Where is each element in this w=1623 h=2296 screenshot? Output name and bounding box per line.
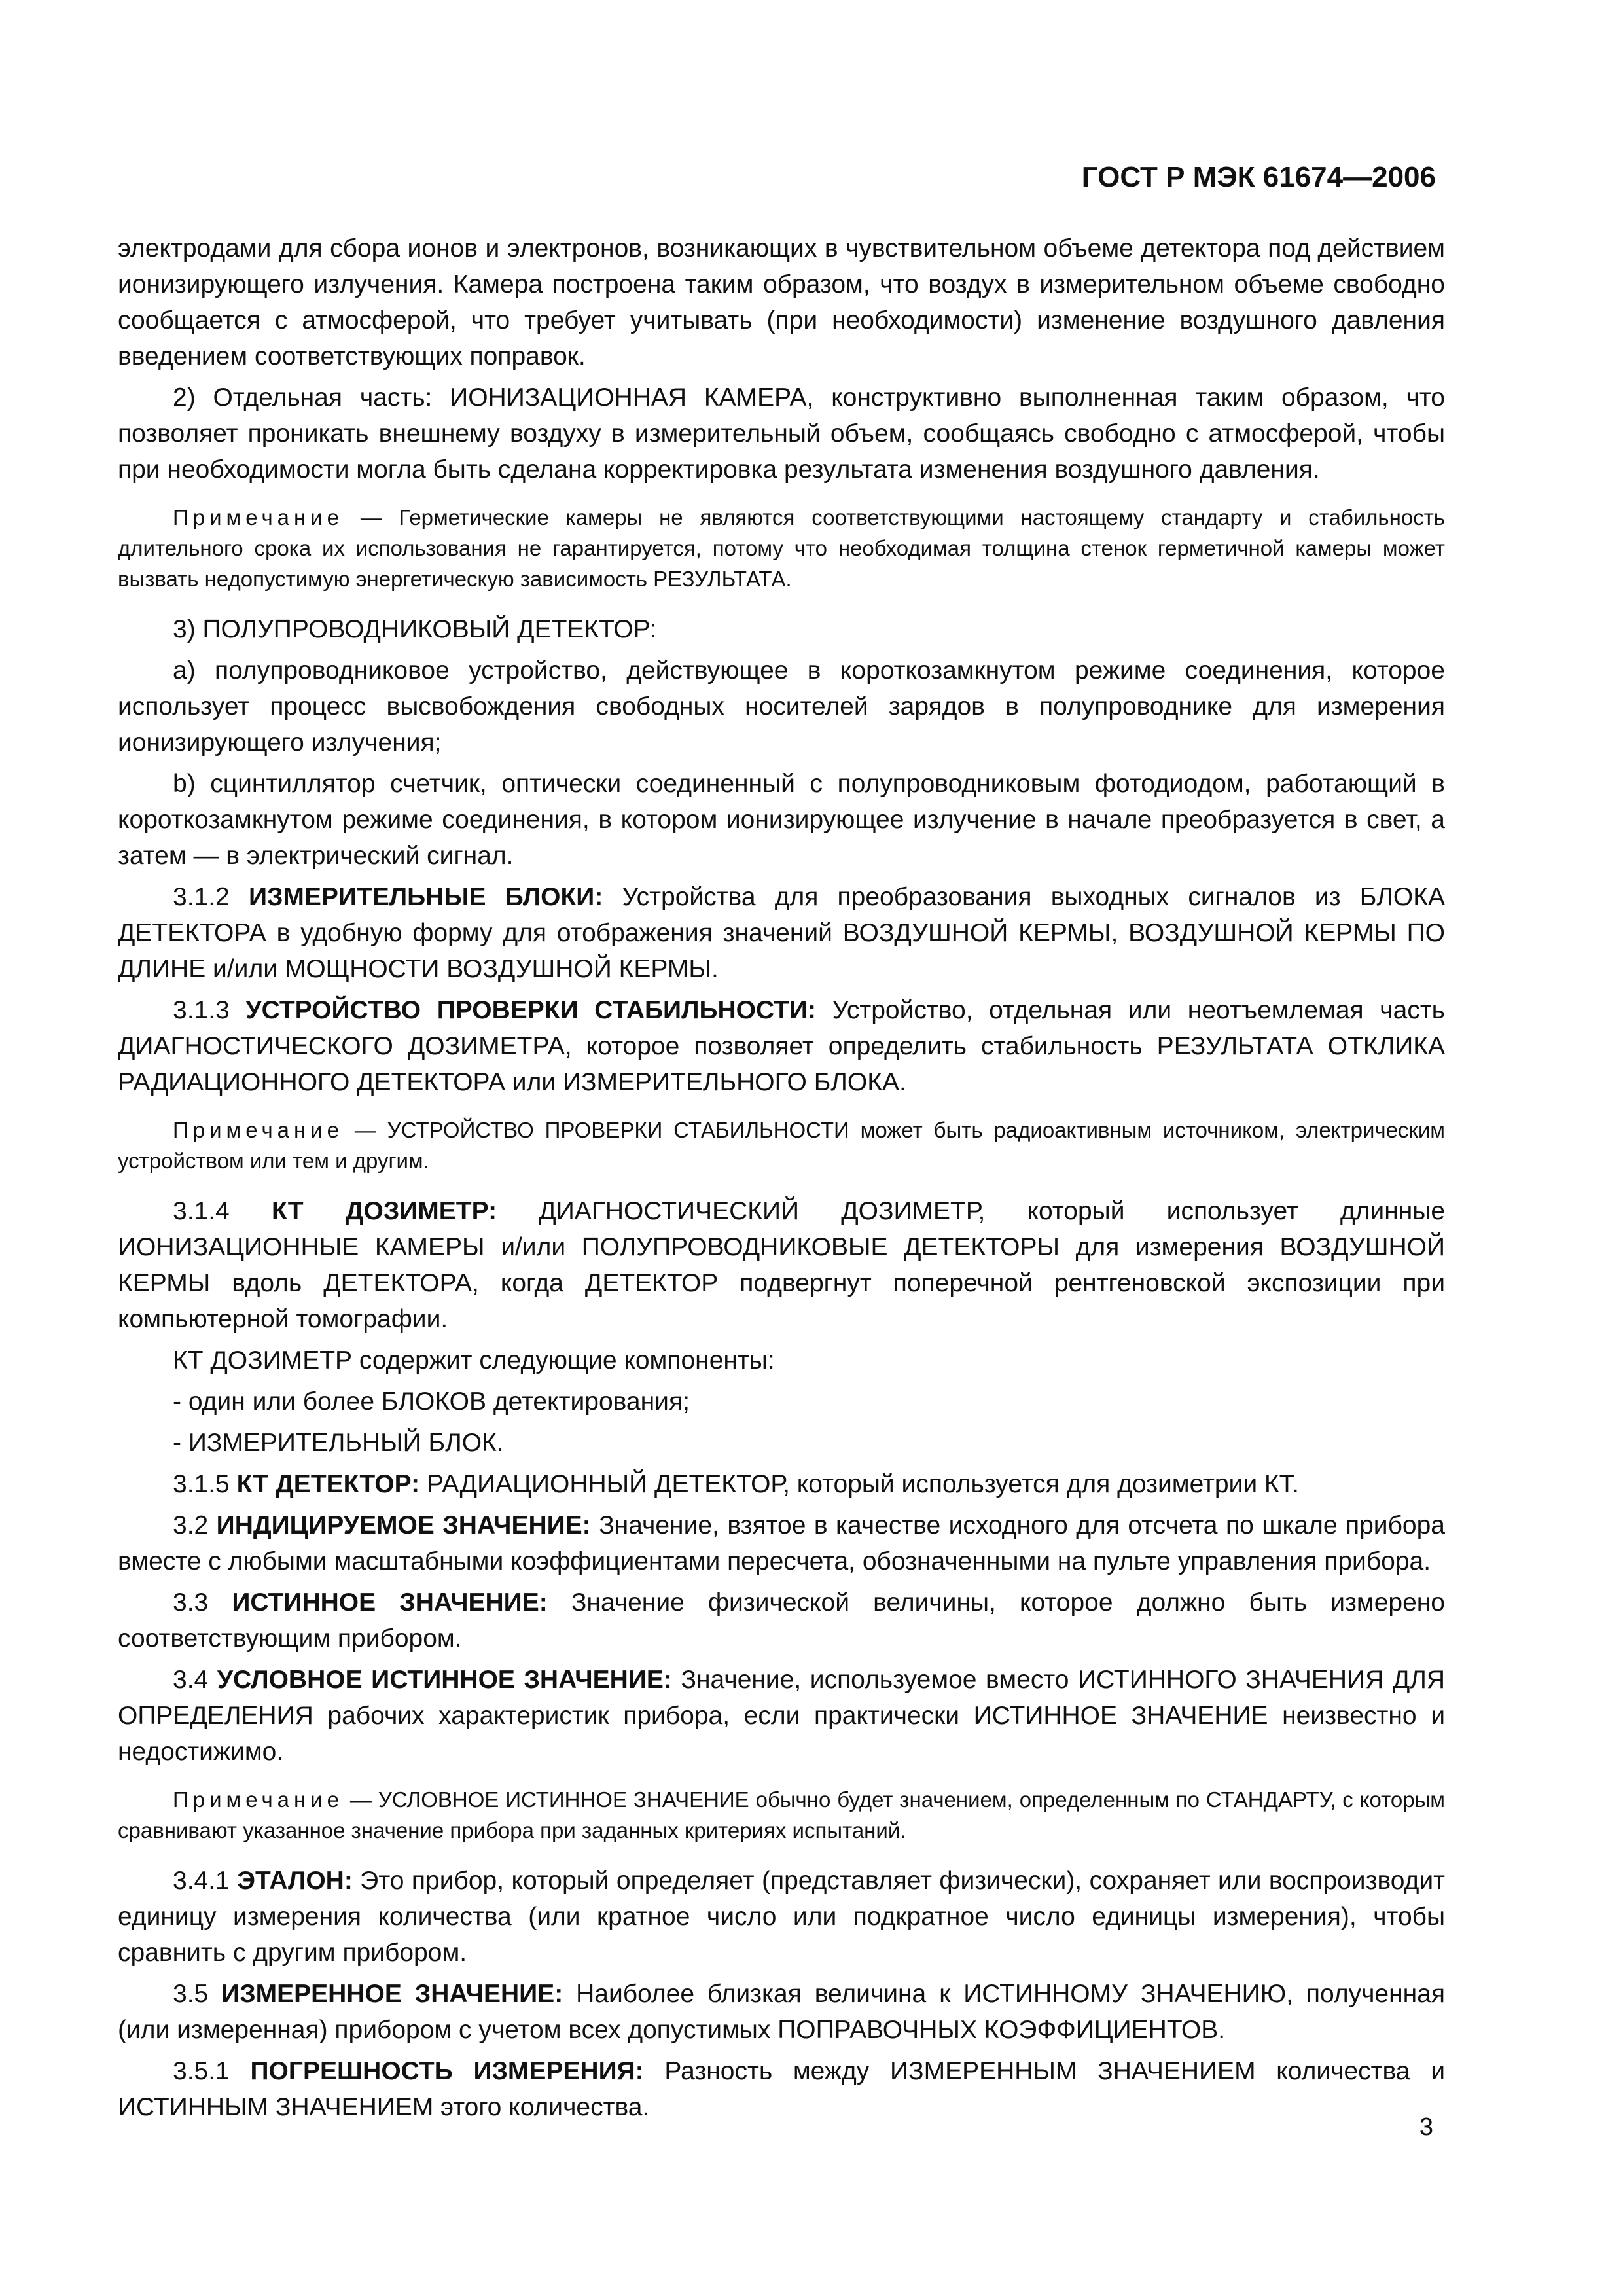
note-label: Примечание — [173, 1118, 344, 1142]
note-label: Примечание — [173, 1787, 344, 1812]
term: КТ ДОЗИМЕТР: — [271, 1197, 497, 1225]
paragraph-semiconductor-detector: 3) ПОЛУПРОВОДНИКОВЫЙ ДЕТЕКТОР: — [173, 615, 657, 643]
definition-text: Наиболее близкая величина к ИСТИННОМУ ЗНАЧЕНИЮ, полученная (или измеренная) прибором с учетом всех допустимых ПОПРАВОЧНЫХ КОЭФФИЦИЕНТОВ. — [118, 1980, 1445, 2044]
paragraph-semiconductor-a: а) полупроводниковое устройство, действующее в короткозамкнутом режиме соединения, которое использует процесс высвобождения свободных носителей зарядов в полупроводнике для измерения ионизирующего излучения; — [118, 656, 1445, 757]
definition-text: ДИАГНОСТИЧЕСКИЙ ДОЗИМЕТР, который использует длинные ИОНИЗАЦИОННЫЕ КАМЕРЫ и/или ПОЛУПРОВОДНИКОВЫЕ ДЕТЕКТОРЫ для измерения ВОЗДУШНОЙ КЕРМЫ вдоль ДЕТЕКТОРА, когда ДЕТЕКТОР подвергнут поперечной рентгеновской экспозиции при компьютерной томографии. — [118, 1197, 1446, 1333]
definition-3-1-5 — [118, 1466, 1445, 1502]
document-body — [118, 230, 1445, 2130]
note-text: — Герметические камеры не являются соответствующими настоящему стандарту и стабильность длительного срока их использования не гарантируется, потому что необходимая толщина стенок герметичной камеры может вызвать недопустимую энергетическую зависимость РЕЗУЛЬТАТА. — [118, 505, 1445, 591]
clause-number: 3.3 — [173, 1588, 209, 1617]
clause-number: 3.1.2 — [173, 883, 230, 911]
term: ИНДИЦИРУЕМОЕ ЗНАЧЕНИЕ: — [216, 1511, 591, 1539]
term: ЭТАЛОН: — [237, 1867, 353, 1895]
definition-3-2 — [118, 1507, 1445, 1579]
definition-3-5 — [118, 1976, 1445, 2048]
paragraph-continuation: электродами для сбора ионов и электронов, возникающих в чувствительном объеме детектора под действием ионизирующего излучения. Камера построена таким образом, что воздух в измерительном объеме свободно сообщается с атмосферой, что требует учитывать (при необходимости) изменение воздушного давления введением соответствующих поправок. — [118, 234, 1445, 370]
definition-3-4 — [118, 1662, 1445, 1770]
definition-text: Значение, взятое в качестве исходного для отсчета по шкале прибора вместе с любыми масштабными коэффициентами пересчета, обозначенными на пульте управления прибора. — [118, 1511, 1445, 1575]
list-item-measuring-block: - ИЗМЕРИТЕЛЬНЫЙ БЛОК. — [173, 1429, 504, 1457]
definition-3-4-1 — [118, 1863, 1445, 1971]
term: ИЗМЕРЕННОЕ ЗНАЧЕНИЕ: — [221, 1980, 563, 2008]
clause-number: 3.1.3 — [173, 996, 230, 1024]
document-header: ГОСТ Р МЭК 61674—2006 — [1081, 161, 1436, 193]
note-text: — УСЛОВНОЕ ИСТИННОЕ ЗНАЧЕНИЕ обычно будет значением, определенным по СТАНДАРТУ, с которым сравнивают указанное значение прибора при заданных критериях испытаний. — [118, 1787, 1445, 1842]
definition-3-1-3 — [118, 992, 1445, 1100]
paragraph-semiconductor-b: b) сцинтиллятор счетчик, оптически соединенный с полупроводниковым фотодиодом, работающий в короткозамкнутом режиме соединения, в котором ионизирующее излучение в начале преобразуется в свет, а затем — в электрический сигнал. — [118, 770, 1445, 870]
note-stability-check — [118, 1115, 1445, 1176]
paragraph-ct-components: КТ ДОЗИМЕТР содержит следующие компоненты: — [173, 1346, 775, 1374]
clause-number: 3.1.5 — [173, 1470, 230, 1498]
clause-number: 3.1.4 — [173, 1197, 230, 1225]
list-item-detection-blocks: - один или более БЛОКОВ детектирования; — [173, 1388, 690, 1416]
term: ИСТИННОЕ ЗНАЧЕНИЕ: — [232, 1588, 548, 1617]
definition-text: Разность между ИЗМЕРЕННЫМ ЗНАЧЕНИЕМ количества и ИСТИННЫМ ЗНАЧЕНИЕМ этого количества. — [118, 2057, 1446, 2121]
clause-number: 3.2 — [173, 1511, 209, 1539]
definition-text: РАДИАЦИОННЫЙ ДЕТЕКТОР, который используется для дозиметрии КТ. — [419, 1470, 1299, 1498]
term: УСЛОВНОЕ ИСТИННОЕ ЗНАЧЕНИЕ: — [217, 1666, 672, 1694]
definition-3-1-4 — [118, 1193, 1445, 1337]
definition-3-5-1 — [118, 2053, 1445, 2125]
definition-text: Это прибор, который определяет (представляет физически), сохраняет или воспроизводит единицу измерения количества (или кратное число или подкратное число единицы измерения), чтобы сравнить с другим прибором. — [118, 1867, 1445, 1967]
note-conventional-true-value — [118, 1784, 1445, 1846]
note-hermetic-chambers — [118, 502, 1445, 594]
clause-number: 3.4.1 — [173, 1867, 230, 1895]
definition-text: Устройства для преобразования выходных сигналов из БЛОКА ДЕТЕКТОРА в удобную форму для отображения значений ВОЗДУШНОЙ КЕРМЫ, ВОЗДУШНОЙ КЕРМЫ ПО ДЛИНЕ и/или МОЩНОСТИ ВОЗДУШНОЙ КЕРМЫ. — [118, 883, 1445, 983]
definition-3-1-2 — [118, 879, 1445, 987]
clause-number: 3.4 — [173, 1666, 209, 1694]
term: ПОГРЕШНОСТЬ ИЗМЕРЕНИЯ: — [250, 2057, 644, 2085]
definition-text: Значение физической величины, которое должно быть измерено соответствующим прибором. — [118, 1588, 1445, 1653]
paragraph-separate-chamber: 2) Отдельная часть: ИОНИЗАЦИОННАЯ КАМЕРА, конструктивно выполненная таким образом, что позволяет проникать внешнему воздуху в измерительный объем, сообщаясь свободно с атмосферой, чтобы при необходимости могла быть сделана корректировка результата изменения воздушного давления. — [118, 384, 1445, 484]
term: ИЗМЕРИТЕЛЬНЫЕ БЛОКИ: — [248, 883, 603, 911]
term: УСТРОЙСТВО ПРОВЕРКИ СТАБИЛЬНОСТИ: — [245, 996, 817, 1024]
definition-text: Устройство, отдельная или неотъемлемая часть ДИАГНОСТИЧЕСКОГО ДОЗИМЕТРА, которое позволяет определить стабильность РЕЗУЛЬТАТА ОТКЛИКА РАДИАЦИОННОГО ДЕТЕКТОРА или ИЗМЕРИТЕЛЬНОГО БЛОКА. — [118, 996, 1445, 1096]
note-label: Примечание — [173, 505, 344, 529]
clause-number: 3.5.1 — [173, 2057, 230, 2085]
clause-number: 3.5 — [173, 1980, 209, 2008]
definition-text: Значение, используемое вместо ИСТИННОГО ЗНАЧЕНИЯ ДЛЯ ОПРЕДЕЛЕНИЯ рабочих характеристик прибора, если практически ИСТИННОЕ ЗНАЧЕНИЕ неизвестно и недостижимо. — [118, 1666, 1445, 1766]
definition-3-3 — [118, 1585, 1445, 1657]
note-text: — УСТРОЙСТВО ПРОВЕРКИ СТАБИЛЬНОСТИ может быть радиоактивным источником, электрическим устройством или тем и другим. — [118, 1118, 1445, 1173]
term: КТ ДЕТЕКТОР: — [236, 1470, 420, 1498]
page-number: 3 — [1419, 2113, 1433, 2141]
